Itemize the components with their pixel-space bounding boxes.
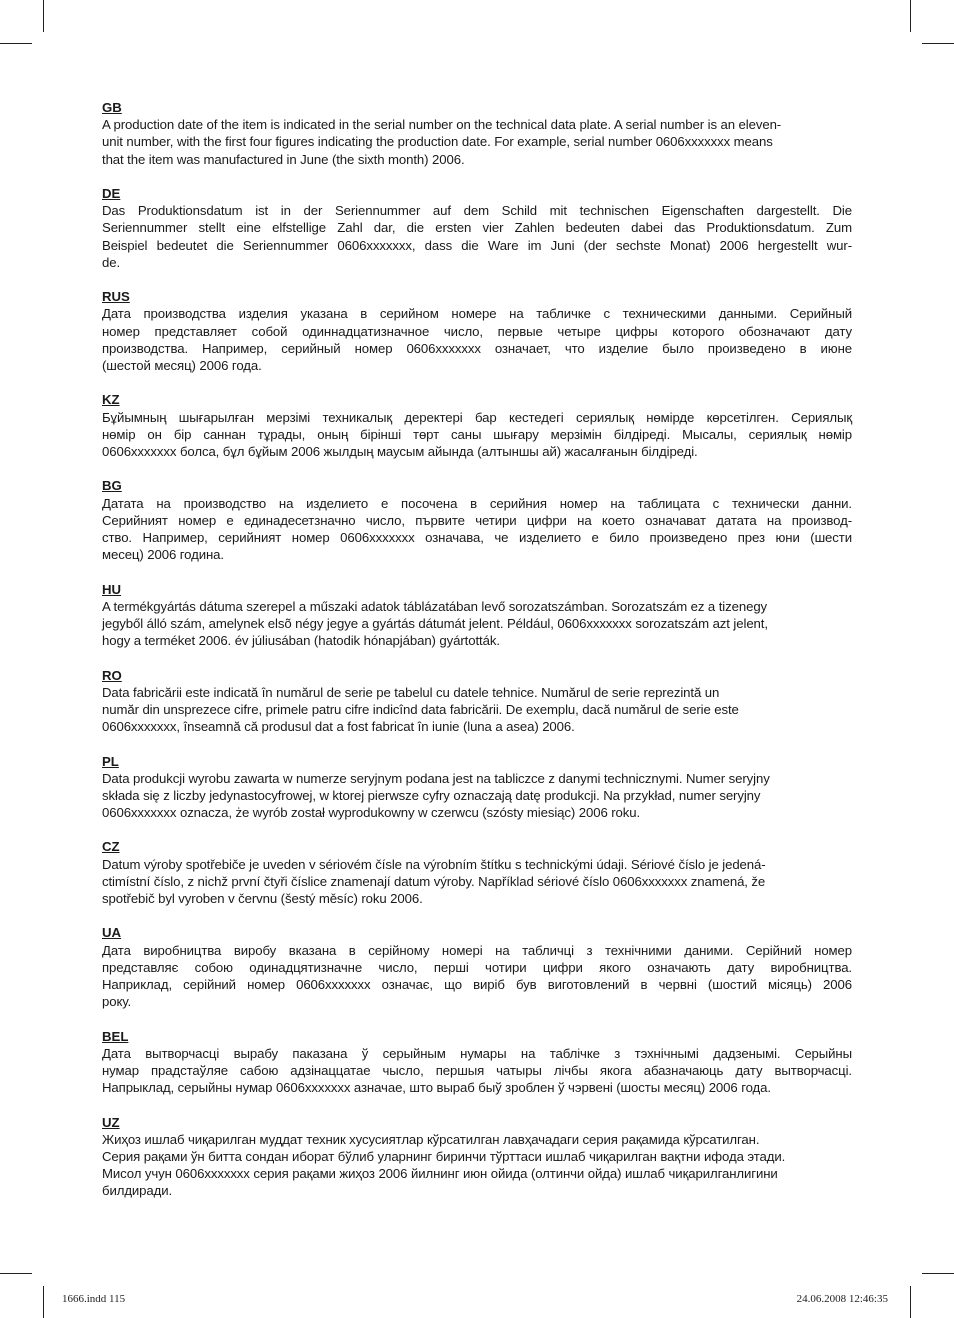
- crop-mark: [910, 1286, 911, 1318]
- text-line: ство. Например, серийният номер 0606xxxxxxx означава, че изделието е било произведено през юни (шести: [102, 529, 852, 545]
- section-uz: [102, 1114, 852, 1200]
- text-line: Жиҳоз ишлаб чиқарилган муддат техник хусусиятлар кўрсатилган лавҳачадаги серия рақамида кўрсатилган.: [102, 1131, 760, 1147]
- text-line: Seriennummer stellt eine elfstellige Zahl dar, die ersten vier Zahlen bedeuten dabei das Produktionsdatum. Zum: [102, 220, 852, 236]
- text-line: Дата вытворчасці вырабу паказана ў серыйным нумары на таблічке з тэхнічнымі дадзенымі. Серыйны: [102, 1045, 852, 1061]
- section-kz: [102, 391, 852, 460]
- language-code: GB: [102, 100, 122, 115]
- text-line: нөмір он бір саннан тұрады, оның бірінші төрт саны шығару мерзімін білдіреді. Мысалы, сериялық нөмір: [102, 426, 852, 442]
- section-text: [102, 770, 852, 822]
- text-line: 0606xxxxxxx болса, бұл бұйым 2006 жылдың маусым айында (алтыншы ай) жасалғанын білдіреді.: [102, 443, 698, 459]
- text-line: месец) 2006 година.: [102, 547, 224, 563]
- crop-mark: [922, 1273, 954, 1274]
- section-text: [102, 942, 852, 1011]
- text-line: Серия рақами ўн битта сондан иборат бўлиб уларнинг биринчи тўрттаси ишлаб чиқарилган вақтни ифода этади.: [102, 1149, 786, 1165]
- text-line: Наприклад, серійний номер 0606xxxxxxx означає, що виріб був виготовлений в червні (шостий місяць) 2006: [102, 977, 852, 993]
- section-bel: [102, 1028, 852, 1097]
- section-bg: [102, 477, 852, 563]
- text-line: spotřebič byl vyroben v červnu (šestý měsíc) roku 2006.: [102, 891, 423, 907]
- section-ro: [102, 667, 852, 736]
- language-code: BEL: [102, 1028, 129, 1044]
- text-line: număr din unsprezece cifre, primele patru cifre indicînd data fabricării. De exemplu, dacă numărul de serie este: [102, 701, 739, 717]
- language-code: HU: [102, 581, 122, 597]
- text-line: ctimístní číslo, z nichž první čtyři číslice znamenají datum výroby. Například sériové číslo 0606xxxxxxx znamená, že: [102, 873, 766, 889]
- text-line: A termékgyártás dátuma szerepel a műszaki adatok táblázatában levő sorozatszámban. Sorozatszám ez a tizenegy: [102, 598, 768, 614]
- text-line: hogy a terméket 2006. év júliusában (hatodik hónapjában) gyártották.: [102, 633, 500, 649]
- text-line: 0606xxxxxxx, înseamnă că produsul dat a fost fabricat în iunie (luna a asea) 2006.: [102, 719, 575, 735]
- crop-mark: [922, 43, 954, 44]
- text-line: представляє собою одинадцятизначне число, перші чотири цифри якого означають дату виробництва.: [102, 959, 852, 975]
- text-line: Датата на производство на изделието е посочена в серийния номер на таблицата с технически данни.: [102, 495, 852, 511]
- text-line: unit number, with the first four figures indicating the production date. For example, serial number 0606xxxxxxx means: [102, 134, 773, 150]
- text-line: производства. Например, серийный номер 0606xxxxxxx означает, что изделие было произведено в июне: [102, 340, 852, 356]
- section-hu: [102, 581, 852, 650]
- text-line: Дата виробництва виробу вказана в серійному номері на табличці з технічними даними. Серійний номер: [102, 942, 852, 958]
- section-cz: [102, 838, 852, 907]
- footer-timestamp: 24.06.2008 12:46:35: [796, 1293, 888, 1305]
- crop-mark: [910, 0, 911, 32]
- language-code: KZ: [102, 392, 120, 408]
- text-line: jegyből álló szám, amelynek elsõ négy jegye a gyártás dátumát jelent. Például, 0606xxxxxxx sorozatszám azt jelent,: [102, 615, 768, 631]
- language-code: UA: [102, 925, 122, 941]
- section-text: [102, 684, 852, 736]
- crop-mark: [0, 1273, 32, 1274]
- crop-mark: [43, 1286, 44, 1318]
- section-text: [102, 856, 852, 908]
- section-text: [102, 495, 852, 564]
- text-line: Datum výroby spotřebiče je uveden v sériovém čísle na výrobním štítku s technickými údaji. Sériové číslo je jedená-: [102, 856, 766, 872]
- text-line: (шестой месяц) 2006 года.: [102, 357, 262, 373]
- text-line: 0606xxxxxxx oznacza, że wyrób został wyprodukowny w czerwcu (szósty miesiąc) 2006 roku.: [102, 805, 641, 821]
- language-code: CZ: [102, 839, 120, 855]
- section-text: [102, 1131, 852, 1200]
- text-line: Das Produktionsdatum ist in der Seriennummer auf dem Schild mit technischen Eigenschaften dargestellt. Die: [102, 203, 852, 219]
- text-line: Мисол учун 0606xxxxxxx серия рақами жиҳоз 2006 йилнинг июн ойида (олтинчи ойда) ишлаб чиқарилганлигини: [102, 1166, 778, 1182]
- section-text: [102, 409, 852, 461]
- language-code: PL: [102, 753, 119, 769]
- section-text: [102, 598, 852, 650]
- section-de: [102, 185, 852, 271]
- section-text: [102, 1045, 852, 1097]
- text-line: that the item was manufactured in June (the sixth month) 2006.: [102, 151, 465, 167]
- text-line: Серийният номер е единадесетзначно число, първите четири цифри на което означават датата на производ-: [102, 512, 852, 528]
- language-code: RO: [102, 667, 122, 683]
- section-gb: [102, 99, 852, 168]
- text-line: de.: [102, 254, 121, 270]
- text-line: Data produkcji wyrobu zawarta w numerze seryjnym podana jest na tabliczce z danymi technicznymi. Numer seryjny: [102, 770, 770, 786]
- text-line: Дата производства изделия указана в серийном номере на табличке с техническими данными. Серийный: [102, 306, 852, 322]
- text-line: Бұйымның шығарылған мерзімі техникалық деректері бар кестедегі сериялық нөмірде көрсетілген. Сериялық: [102, 409, 852, 425]
- text-line: нумар прадстаўляе сабою адзінаццатае чысло, першыя чатыры лічбы якога абазначаюць дату вытворчасці.: [102, 1063, 852, 1079]
- section-rus: [102, 288, 852, 374]
- text-line: билдиради.: [102, 1183, 173, 1199]
- crop-mark: [0, 43, 32, 44]
- language-code: BG: [102, 478, 122, 494]
- text-line: składa się z liczby jedynastocyfrowej, w ktorej pierwsze cyfry oznaczają datę produkcji. Na przykład, numer seryjny: [102, 787, 761, 803]
- section-text: [102, 202, 852, 271]
- text-line: року.: [102, 994, 132, 1010]
- text-line: Напрыклад, серыйны нумар 0606xxxxxxx азначае, што выраб быў зроблен ў чэрвені (шосты месяц) 2006 года.: [102, 1080, 771, 1096]
- language-code: DE: [102, 185, 121, 201]
- footer-file-info: 1666.indd 115: [62, 1293, 126, 1305]
- section-pl: [102, 753, 852, 822]
- section-text: [102, 116, 852, 168]
- section-text: [102, 305, 852, 374]
- language-code: RUS: [102, 289, 130, 305]
- text-line: Data fabricării este indicată în numărul de serie pe tabelul cu datele tehnice. Numărul de serie reprezintă un: [102, 684, 720, 700]
- document-body: [102, 99, 852, 1217]
- crop-mark: [43, 0, 44, 32]
- text-line: A production date of the item is indicated in the serial number on the technical data plate. A serial number is an eleven-: [102, 117, 782, 133]
- language-code: UZ: [102, 1114, 120, 1130]
- text-line: Beispiel bedeutet die Seriennummer 0606xxxxxxx, dass die Ware im Juni (der sechste Monat) 2006 hergestellt wur-: [102, 237, 852, 253]
- text-line: номер представляет собой одиннадцатизначное число, первые четыре цифры которого обозначают дату: [102, 323, 852, 339]
- section-ua: [102, 924, 852, 1010]
